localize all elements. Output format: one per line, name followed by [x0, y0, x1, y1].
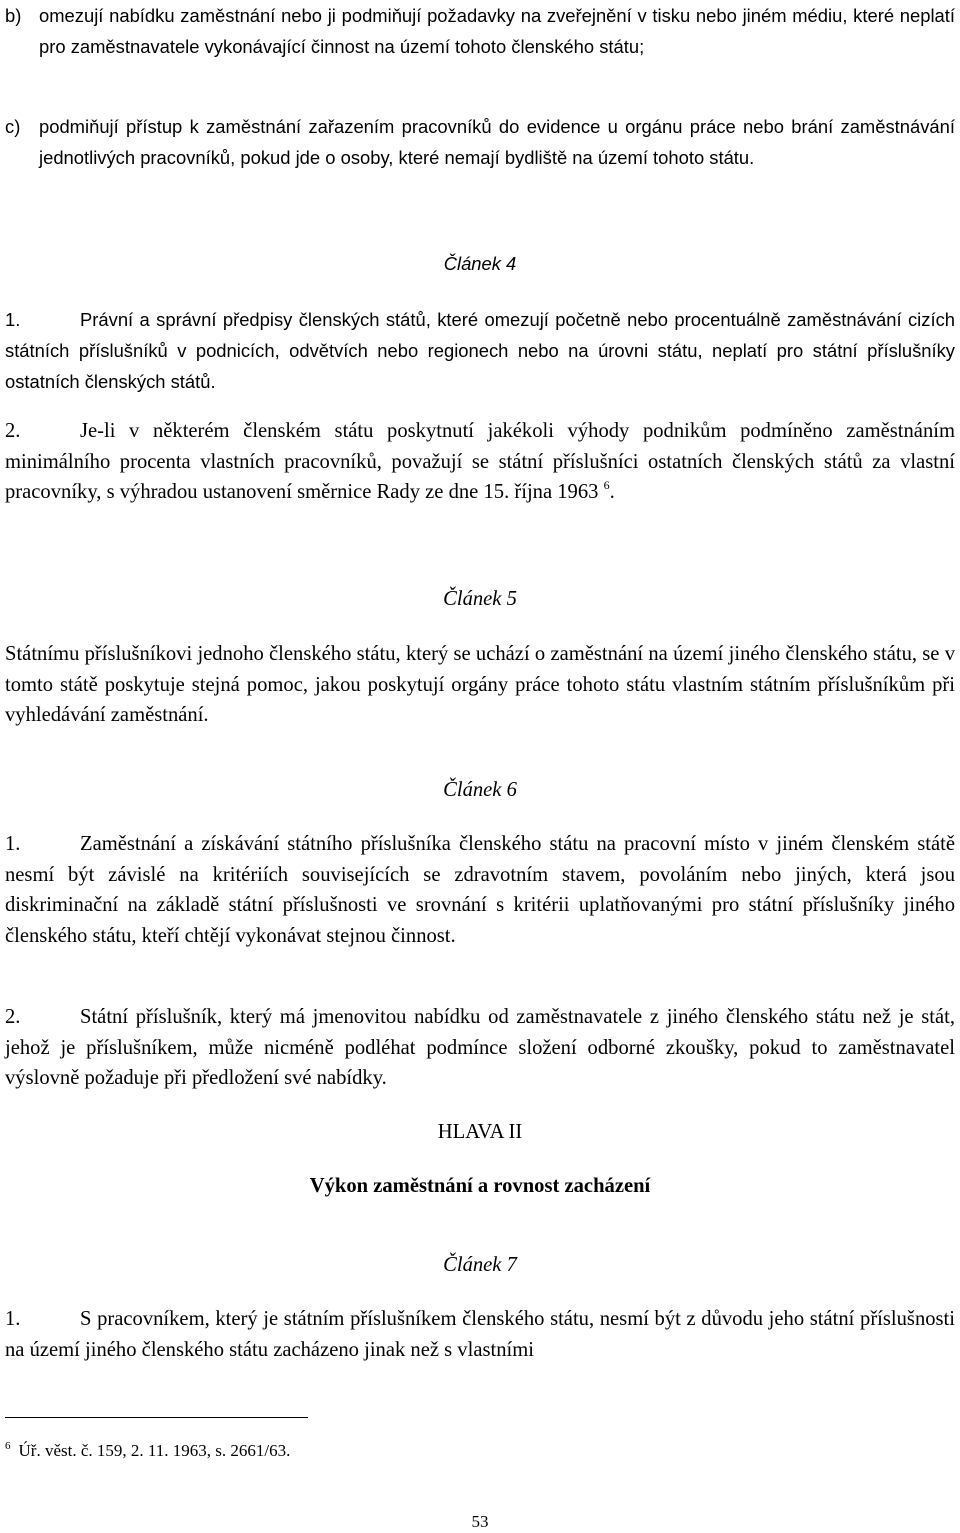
article-6-paragraph-1 [5, 829, 955, 951]
footnote-separator [5, 1417, 308, 1418]
paragraph-text: Právní a správní předpisy členských států, které omezují početně nebo procentuálně zaměstnávání cizích státních příslušníků v podnicích, odvětvích nebo regionech nebo na úrovni státu, neplatí pro státní příslušníky ostatních členských států. [5, 309, 955, 392]
paragraph-text: Státní příslušník, který má jmenovitou nabídku od zaměstnavatele z jiného členského státu než je stát, jehož je příslušníkem, může nicméně podléhat podmínce složení odborné zkoušky, pokud to zaměstnavatel výslovně požaduje při předložení své nabídky. [5, 1006, 955, 1089]
article-heading-5: Článek 5 [443, 588, 517, 610]
footnote-mark: 6 [5, 1440, 11, 1452]
paragraph-number: 1. [5, 833, 21, 855]
article-5-paragraph: Státnímu příslušníkovi jednoho členského státu, který se uchází o zaměstnání na území jiného členského státu, se v tomto státě poskytuje stejná pomoc, jakou poskytují orgány práce tohoto státu vlastním státním příslušníkům při vyhledávání zaměstnání. [5, 643, 955, 726]
list-marker: c) [5, 116, 21, 137]
paragraph-number: 2. [5, 420, 21, 442]
paragraph-number: 2. [5, 1006, 21, 1028]
article-heading-7: Článek 7 [443, 1254, 517, 1276]
footnote-text: Úř. věst. č. 159, 2. 11. 1963, s. 2661/63. [18, 1441, 291, 1460]
article-4-paragraph-1 [5, 304, 955, 397]
article-6-paragraph-2 [5, 1002, 955, 1094]
list-item-b [5, 0, 955, 62]
chapter-heading: HLAVA II [437, 1121, 523, 1143]
paragraph-text: Je-li v některém členském státu poskytnutí jakékoli výhody podnikům podmíněno zaměstnáním minimálního procenta vlastních pracovníků, považují se státní příslušníci ostatních členských států za vlastní pracovníky, s výhradou ustanovení směrnice Rady ze dne 15. října 1963 [5, 420, 955, 503]
list-item-text: podmiňují přístup k zaměstnání zařazením pracovníků do evidence u orgánu práce nebo brání zaměstnávání jednotlivých pracovníků, pokud jde o osoby, které nemají bydliště na území tohoto státu. [39, 116, 955, 168]
list-item-c [5, 111, 955, 173]
article-heading-6: Článek 6 [443, 779, 517, 801]
footnote-reference: 6 [603, 478, 610, 492]
paragraph-number: 1. [5, 309, 21, 330]
paragraph-end: . [609, 481, 615, 503]
paragraph-text: Zaměstnání a získávání státního příslušníka členského státu na pracovní místo v jiném členském státě nesmí být závislé na kritériích souvisejících se zdravotním stavem, povoláním nebo jiných, která jsou diskriminační na základě státní příslušnosti ve srovnání s kritérii uplatňovanými pro státní příslušníky jiného členského státu, kteří chtějí vykonávat stejnou činnost. [5, 833, 955, 947]
article-7-paragraph-1 [5, 1304, 955, 1365]
list-item-text: omezují nabídku zaměstnání nebo ji podmiňují požadavky na zveřejnění v tisku nebo jiném médiu, které neplatí pro zaměstnavatele vykonávající činnost na území tohoto členského státu; [39, 5, 955, 57]
paragraph-number: 1. [5, 1308, 21, 1330]
list-marker: b) [5, 5, 22, 26]
chapter-title: Výkon zaměstnání a rovnost zacházení [309, 1175, 651, 1197]
article-heading-4: Článek 4 [443, 253, 517, 274]
paragraph-text: S pracovníkem, který je státním příslušníkem členského státu, nesmí být z důvodu jeho státní příslušnosti na území jiného členského státu zacházeno jinak než s vlastními [5, 1308, 955, 1361]
article-4-paragraph-2 [5, 416, 955, 508]
page-number: 53 [471, 1512, 489, 1531]
footnote [5, 1440, 290, 1462]
